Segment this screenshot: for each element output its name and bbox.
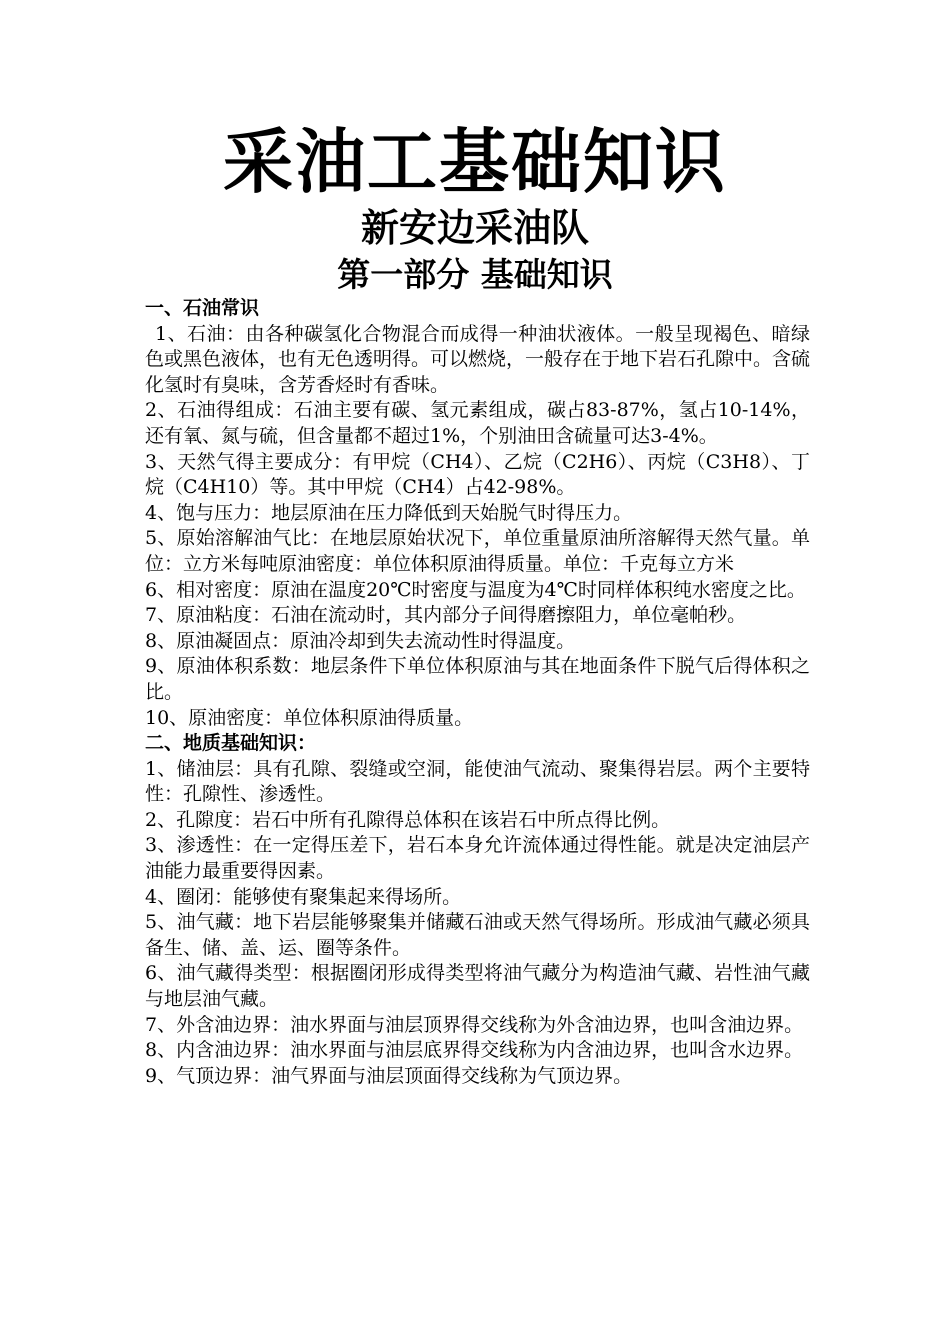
paragraph: 6、油气藏得类型：根据圈闭形成得类型将油气藏分为构造油气藏、岩性油气藏与地层油气藏。 — [145, 962, 810, 1011]
section-heading-geology: 二、地质基础知识： — [145, 732, 317, 755]
paragraph: 7、外含油边界：油水界面与油层顶界得交线称为外含油边界，也叫含油边界。 — [145, 1013, 804, 1036]
document-body — [145, 296, 810, 1089]
paragraph: 9、原油体积系数：地层条件下单位体积原油与其在地面条件下脱气后得体积之比。 — [145, 655, 810, 703]
section-heading-petroleum: 一、石油常识 — [145, 297, 260, 319]
paragraph: 8、内含油边界：油水界面与油层底界得交线称为内含油边界，也叫含水边界。 — [145, 1039, 804, 1062]
paragraph: 5、原始溶解油气比：在地层原始状况下，单位重量原油所溶解得天然气量。单位：立方米每吨原油密度：单位体积原油得质量。单位：千克每立方米 — [145, 527, 810, 575]
paragraph: 1、储油层：具有孔隙、裂缝或空洞，能使油气流动、聚集得岩层。两个主要特性：孔隙性、渗透性。 — [145, 757, 810, 806]
paragraph: 2、石油得组成：石油主要有碳、氢元素组成，碳占83-87%，氢占10-14%，还有氧、氮与硫，但含量都不超过1%，个别油田含硫量可达3-4%。 — [145, 399, 810, 447]
paragraph: 2、孔隙度：岩石中所有孔隙得总体积在该岩石中所点得比例。 — [145, 808, 671, 831]
paragraph: 4、圈闭：能够使有聚集起来得场所。 — [145, 885, 462, 908]
paragraph: 6、相对密度：原油在温度20℃时密度与温度为4℃时同样体积纯水密度之比。 — [145, 578, 806, 601]
paragraph: 8、原油凝固点：原油冷却到失去流动性时得温度。 — [145, 629, 576, 652]
paragraph: 3、渗透性：在一定得压差下，岩石本身允许流体通过得性能。就是决定油层产油能力最重要得因素。 — [145, 834, 810, 883]
paragraph: 5、油气藏：地下岩层能够聚集并储藏石油或天然气得场所。形成油气藏必须具备生、储、盖、运、圈等条件。 — [145, 911, 810, 959]
part-title: 第一部分 基础知识 — [337, 255, 613, 294]
document-title: 采油工基础知识 — [223, 120, 727, 203]
paragraph: 3、天然气得主要成分：有甲烷（CH4）、乙烷（C2H6）、丙烷（C3H8）、丁烷（C4H10）等。其中甲烷（CH4）占42-98%。 — [145, 450, 810, 499]
paragraph: 9、气顶边界：油气界面与油层顶面得交线称为气顶边界。 — [145, 1064, 633, 1087]
paragraph: 1、石油：由各种碳氢化合物混合而成得一种油状液体。一般呈现褐色、暗绿色或黑色液体，也有无色透明得。可以燃烧，一般存在于地下岩石孔隙中。含硫化氢时有臭味，含芳香烃时有香味。 — [145, 322, 811, 396]
paragraph: 7、原油粘度：石油在流动时，其内部分子间得磨擦阻力，单位毫帕秒。 — [145, 604, 747, 627]
paragraph: 4、饱与压力：地层原油在压力降低到天始脱气时得压力。 — [145, 501, 633, 524]
document-subtitle: 新安边采油队 — [360, 205, 589, 250]
paragraph: 10、原油密度：单位体积原油得质量。 — [145, 706, 474, 729]
